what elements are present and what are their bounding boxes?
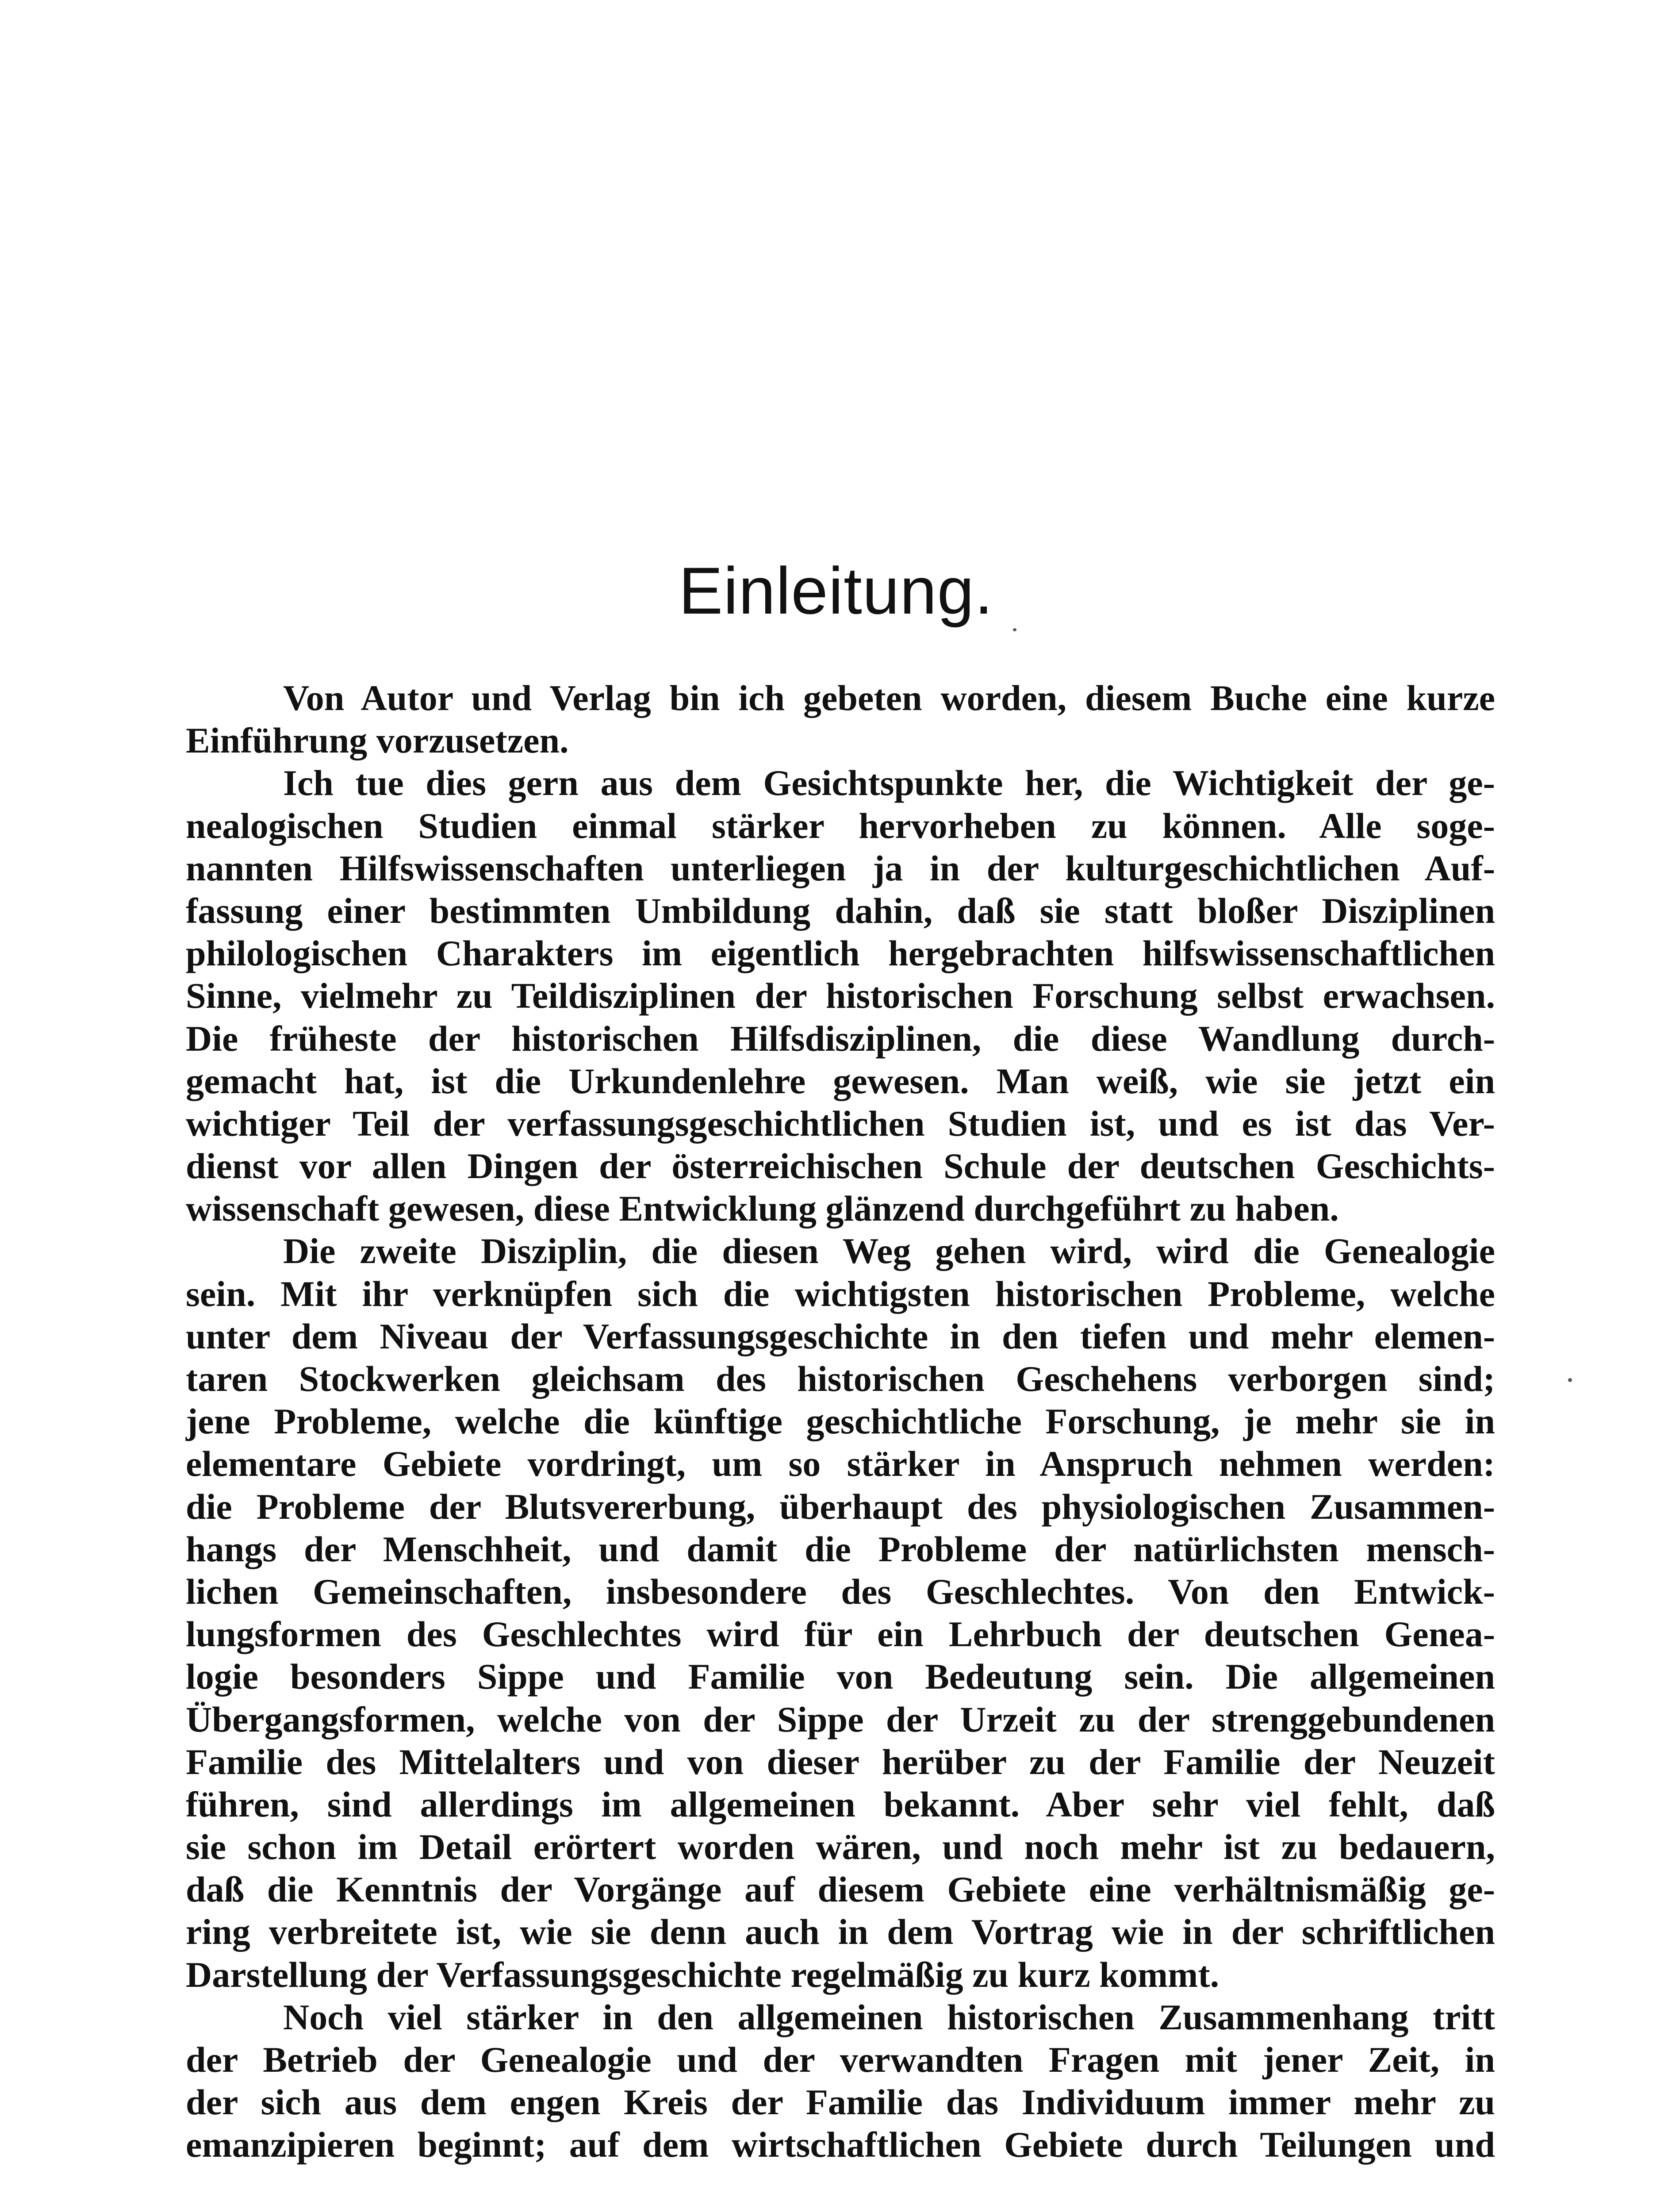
text-line: emanzipieren beginnt; auf dem wirtschaftlichen Gebiete durch Teilungen und xyxy=(186,2124,1495,2165)
text-line: Noch viel stärker in den allgemeinen historischen Zusammenhang tritt xyxy=(283,1997,1495,2037)
text-line: wissenschaft gewesen, diese Entwicklung glänzend durchgeführt zu haben. xyxy=(186,1188,1339,1229)
text-line: unter dem Niveau der Verfassungsgeschichte in den tiefen und mehr elemen- xyxy=(186,1316,1495,1356)
body-text xyxy=(186,677,1495,2166)
text-line: sie schon im Detail erörtert worden wären, und noch mehr ist zu bedauern, xyxy=(186,1827,1495,1867)
text-line: Die zweite Disziplin, die diesen Weg gehen wird, wird die Genealogie xyxy=(283,1231,1495,1271)
text-line: elementare Gebiete vordringt, um so stärker in Anspruch nehmen werden: xyxy=(186,1444,1495,1484)
text-line: führen, sind allerdings im allgemeinen bekannt. Aber sehr viel fehlt, daß xyxy=(186,1784,1495,1824)
scan-speck xyxy=(1568,1378,1572,1382)
text-line: wichtiger Teil der verfassungsgeschichtlichen Studien ist, und es ist das Ver- xyxy=(186,1103,1495,1144)
text-line: nealogischen Studien einmal stärker hervorheben zu können. Alle soge- xyxy=(186,805,1495,846)
text-line: jene Probleme, welche die künftige geschichtliche Forschung, je mehr sie in xyxy=(186,1401,1495,1442)
text-line: Die früheste der historischen Hilfsdisziplinen, die diese Wandlung durch- xyxy=(186,1018,1495,1059)
text-line: ring verbreitete ist, wie sie denn auch in dem Vortrag wie in der schriftlichen xyxy=(186,1912,1495,1952)
text-line: der Betrieb der Genealogie und der verwandten Fragen mit jener Zeit, in xyxy=(186,2039,1495,2080)
text-line: Sinne, vielmehr zu Teildisziplinen der historischen Forschung selbst erwachsen. xyxy=(186,975,1495,1016)
text-line: lichen Gemeinschaften, insbesondere des Geschlechtes. Von den Entwick- xyxy=(186,1571,1495,1612)
text-line: sein. Mit ihr verknüpfen sich die wichtigsten historischen Probleme, welche xyxy=(186,1273,1495,1314)
text-line: Familie des Mittelalters und von dieser herüber zu der Familie der Neuzeit xyxy=(186,1741,1495,1782)
text-line: daß die Kenntnis der Vorgänge auf diesem Gebiete eine verhältnismäßig ge- xyxy=(186,1869,1495,1910)
text-line: taren Stockwerken gleichsam des historischen Geschehens verborgen sind; xyxy=(186,1359,1495,1399)
text-line: die Probleme der Blutsvererbung, überhaupt des physiologischen Zusammen- xyxy=(186,1486,1495,1527)
text-line: fassung einer bestimmten Umbildung dahin, daß sie statt bloßer Disziplinen xyxy=(186,890,1495,931)
text-line: Ich tue dies gern aus dem Gesichtspunkte her, die Wichtigkeit der ge- xyxy=(283,763,1495,803)
text-line: Einführung vorzusetzen. xyxy=(186,720,569,761)
text-line: Darstellung der Verfassungsgeschichte regelmäßig zu kurz kommt. xyxy=(186,1954,1219,1995)
text-line: gemacht hat, ist die Urkundenlehre gewesen. Man weiß, wie sie jetzt ein xyxy=(186,1060,1495,1101)
text-line: lungsformen des Geschlechtes wird für ein Lehrbuch der deutschen Genea- xyxy=(186,1614,1495,1655)
text-line: Übergangsformen, welche von der Sippe der Urzeit zu der strenggebundenen xyxy=(186,1699,1495,1740)
text-line: nannten Hilfswissenschaften unterliegen ja in der kulturgeschichtlichen Auf- xyxy=(186,848,1495,888)
text-line: Von Autor und Verlag bin ich gebeten worden, diesem Buche eine kurze xyxy=(283,678,1495,718)
text-line: logie besonders Sippe und Familie von Bedeutung sein. Die allgemeinen xyxy=(186,1656,1495,1697)
scan-speck xyxy=(1013,628,1016,631)
text-line: dienst vor allen Dingen der österreichischen Schule der deutschen Geschichts- xyxy=(186,1146,1495,1187)
chapter-title: Einleitung. xyxy=(679,553,993,628)
text-line: der sich aus dem engen Kreis der Familie das Individuum immer mehr zu xyxy=(186,2082,1495,2123)
text-line: hangs der Menschheit, und damit die Probleme der natürlichsten mensch- xyxy=(186,1528,1495,1569)
text-line: philologischen Charakters im eigentlich hergebrachten hilfswissenschaftlichen xyxy=(186,933,1495,974)
